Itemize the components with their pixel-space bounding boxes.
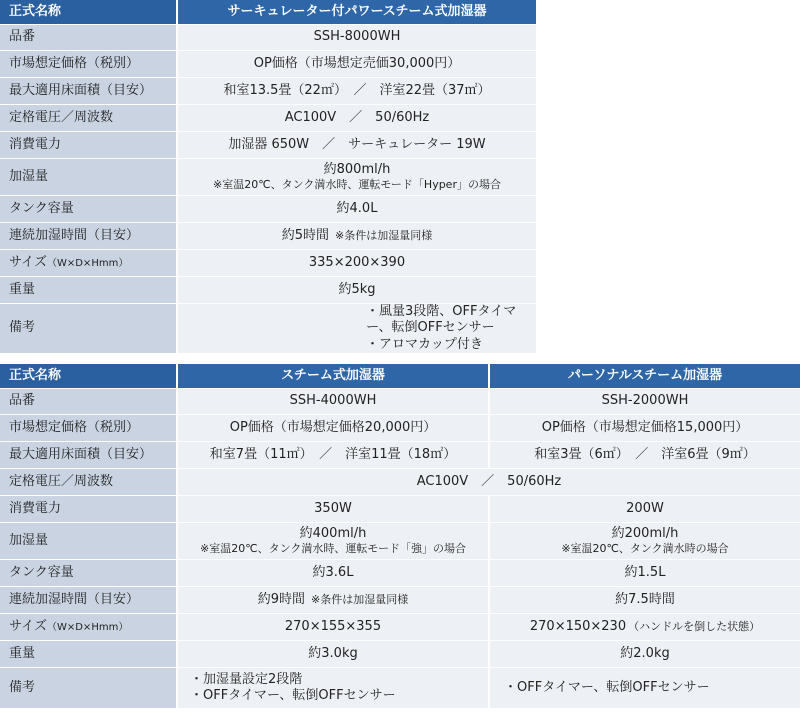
row-value-col1: 和室7畳（11㎡） ／ 洋室11畳（18㎡） (176, 442, 488, 469)
table-row (0, 277, 536, 304)
table-row (0, 415, 800, 442)
row-value-col2 (488, 614, 800, 641)
row-label: 加湿量 (0, 159, 176, 196)
row-value-col2: 約2.0kg (488, 641, 800, 668)
row-value (176, 304, 536, 354)
row-value: AC100V ／ 50/60Hz (176, 105, 536, 132)
table-row (0, 132, 536, 159)
humidification-note: ※室温20℃、タンク満水時、運転モード「強」の場合 (200, 542, 466, 556)
row-label: 市場想定価格（税別） (0, 51, 176, 78)
row-value-col1: SSH-4000WH (176, 389, 488, 415)
row-value-col2: ・OFFタイマー、転倒OFFセンサー (488, 668, 800, 709)
row-label: 定格電圧／周波数 (0, 105, 176, 132)
row-label: 最大適用床面積（目安） (0, 442, 176, 469)
row-label: 備考 (0, 304, 176, 354)
row-value-col1: OP価格（市場想定価格20,000円） (176, 415, 488, 442)
table-row (0, 223, 536, 250)
row-value-col2: 約7.5時間 (488, 587, 800, 614)
table-header-row (0, 364, 800, 389)
duration-value: 約9時間 (257, 591, 306, 607)
duration-value: 約5時間 (281, 227, 330, 243)
row-label: 品番 (0, 25, 176, 51)
row-label: 最大適用床面積（目安） (0, 78, 176, 105)
humidification-value: 約200ml/h (611, 526, 679, 541)
header-label: 正式名称 (0, 0, 176, 25)
humidification-note: ※室温20℃、タンク満水時、運転モード「Hyper」の場合 (213, 178, 501, 192)
table-row (0, 250, 536, 277)
size-label: サイズ (9, 618, 47, 634)
row-label: タンク容量 (0, 560, 176, 587)
duration-note: ※条件は加湿量同様 (335, 228, 433, 242)
table-row (0, 587, 800, 614)
row-label: 市場想定価格（税別） (0, 415, 176, 442)
row-value-col2: 200W (488, 496, 800, 523)
note-line: ・風量3段階、OFFタイマー、転倒OFFセンサー (366, 304, 517, 336)
row-value-col1: 350W (176, 496, 488, 523)
humidification-note: ※室温20℃、タンク満水時の場合 (561, 542, 729, 556)
row-value-col2: SSH-2000WH (488, 389, 800, 415)
row-value-col1 (176, 587, 488, 614)
row-label: 重量 (0, 277, 176, 304)
row-value: 加湿器 650W ／ サーキュレーター 19W (176, 132, 536, 159)
row-value: 約5kg (176, 277, 536, 304)
note-line: ・加湿量設定2段階 (190, 671, 303, 687)
note-line: ・OFFタイマー、転倒OFFセンサー (190, 688, 396, 703)
table-row (0, 442, 800, 469)
header-label: 正式名称 (0, 364, 176, 389)
row-label: 重量 (0, 641, 176, 668)
product-name-col2: パーソナルスチーム加湿器 (488, 364, 800, 389)
row-value: 335×200×390 (176, 250, 536, 277)
row-label: 消費電力 (0, 132, 176, 159)
table-row (0, 105, 536, 132)
size-note: （ハンドルを倒した状態） (628, 619, 761, 633)
row-value-col1: 約3.0kg (176, 641, 488, 668)
duration-note: ※条件は加湿量同様 (311, 592, 409, 606)
row-label (0, 614, 176, 641)
row-value-col1 (176, 668, 488, 709)
product-name-col1: スチーム式加湿器 (176, 364, 488, 389)
row-value-col1 (176, 523, 488, 560)
row-label: 加湿量 (0, 523, 176, 560)
size-label: サイズ (9, 254, 47, 270)
row-value-col1: 270×155×355 (176, 614, 488, 641)
row-label: タンク容量 (0, 196, 176, 223)
humidification-value: 約800ml/h (323, 162, 391, 177)
spec-table-ssh4000-ssh2000 (0, 364, 800, 709)
row-value: 和室13.5畳（22㎡） ／ 洋室22畳（37㎡） (176, 78, 536, 105)
size-unit: （W×D×Hmm） (46, 257, 129, 269)
row-value-col2: 約1.5L (488, 560, 800, 587)
table-row (0, 614, 800, 641)
row-label (0, 250, 176, 277)
row-label: 品番 (0, 389, 176, 415)
row-value-col2: OP価格（市場想定価格15,000円） (488, 415, 800, 442)
row-label: 定格電圧／周波数 (0, 469, 176, 496)
table-row (0, 523, 800, 560)
note-line: ・アロマカップ付き (366, 336, 483, 352)
table-row (0, 668, 800, 709)
table-row (0, 196, 536, 223)
row-value-shared: AC100V ／ 50/60Hz (176, 469, 800, 496)
spec-table-ssh8000 (0, 0, 536, 354)
row-value-col2 (488, 523, 800, 560)
row-label: 連続加湿時間（目安） (0, 223, 176, 250)
row-value (176, 159, 536, 196)
row-value: OP価格（市場想定売価30,000円） (176, 51, 536, 78)
table-row (0, 496, 800, 523)
table-row (0, 51, 536, 78)
table-row (0, 78, 536, 105)
row-value: 約4.0L (176, 196, 536, 223)
row-value: SSH-8000WH (176, 25, 536, 51)
table-header-row (0, 0, 536, 25)
row-value-col1: 約3.6L (176, 560, 488, 587)
row-value (176, 223, 536, 250)
table-row (0, 560, 800, 587)
table-row (0, 159, 536, 196)
table-row (0, 641, 800, 668)
table-row (0, 304, 536, 354)
size-value: 270×150×230 (529, 618, 627, 634)
table-row (0, 389, 800, 415)
row-label: 消費電力 (0, 496, 176, 523)
row-value-col2: 和室3畳（6㎡） ／ 洋室6畳（9㎡） (488, 442, 800, 469)
humidification-value: 約400ml/h (299, 526, 367, 541)
table-row (0, 469, 800, 496)
row-label: 備考 (0, 668, 176, 709)
table-row (0, 25, 536, 51)
row-label: 連続加湿時間（目安） (0, 587, 176, 614)
product-name: サーキュレーター付パワースチーム式加湿器 (176, 0, 536, 25)
size-unit: （W×D×Hmm） (46, 621, 129, 633)
